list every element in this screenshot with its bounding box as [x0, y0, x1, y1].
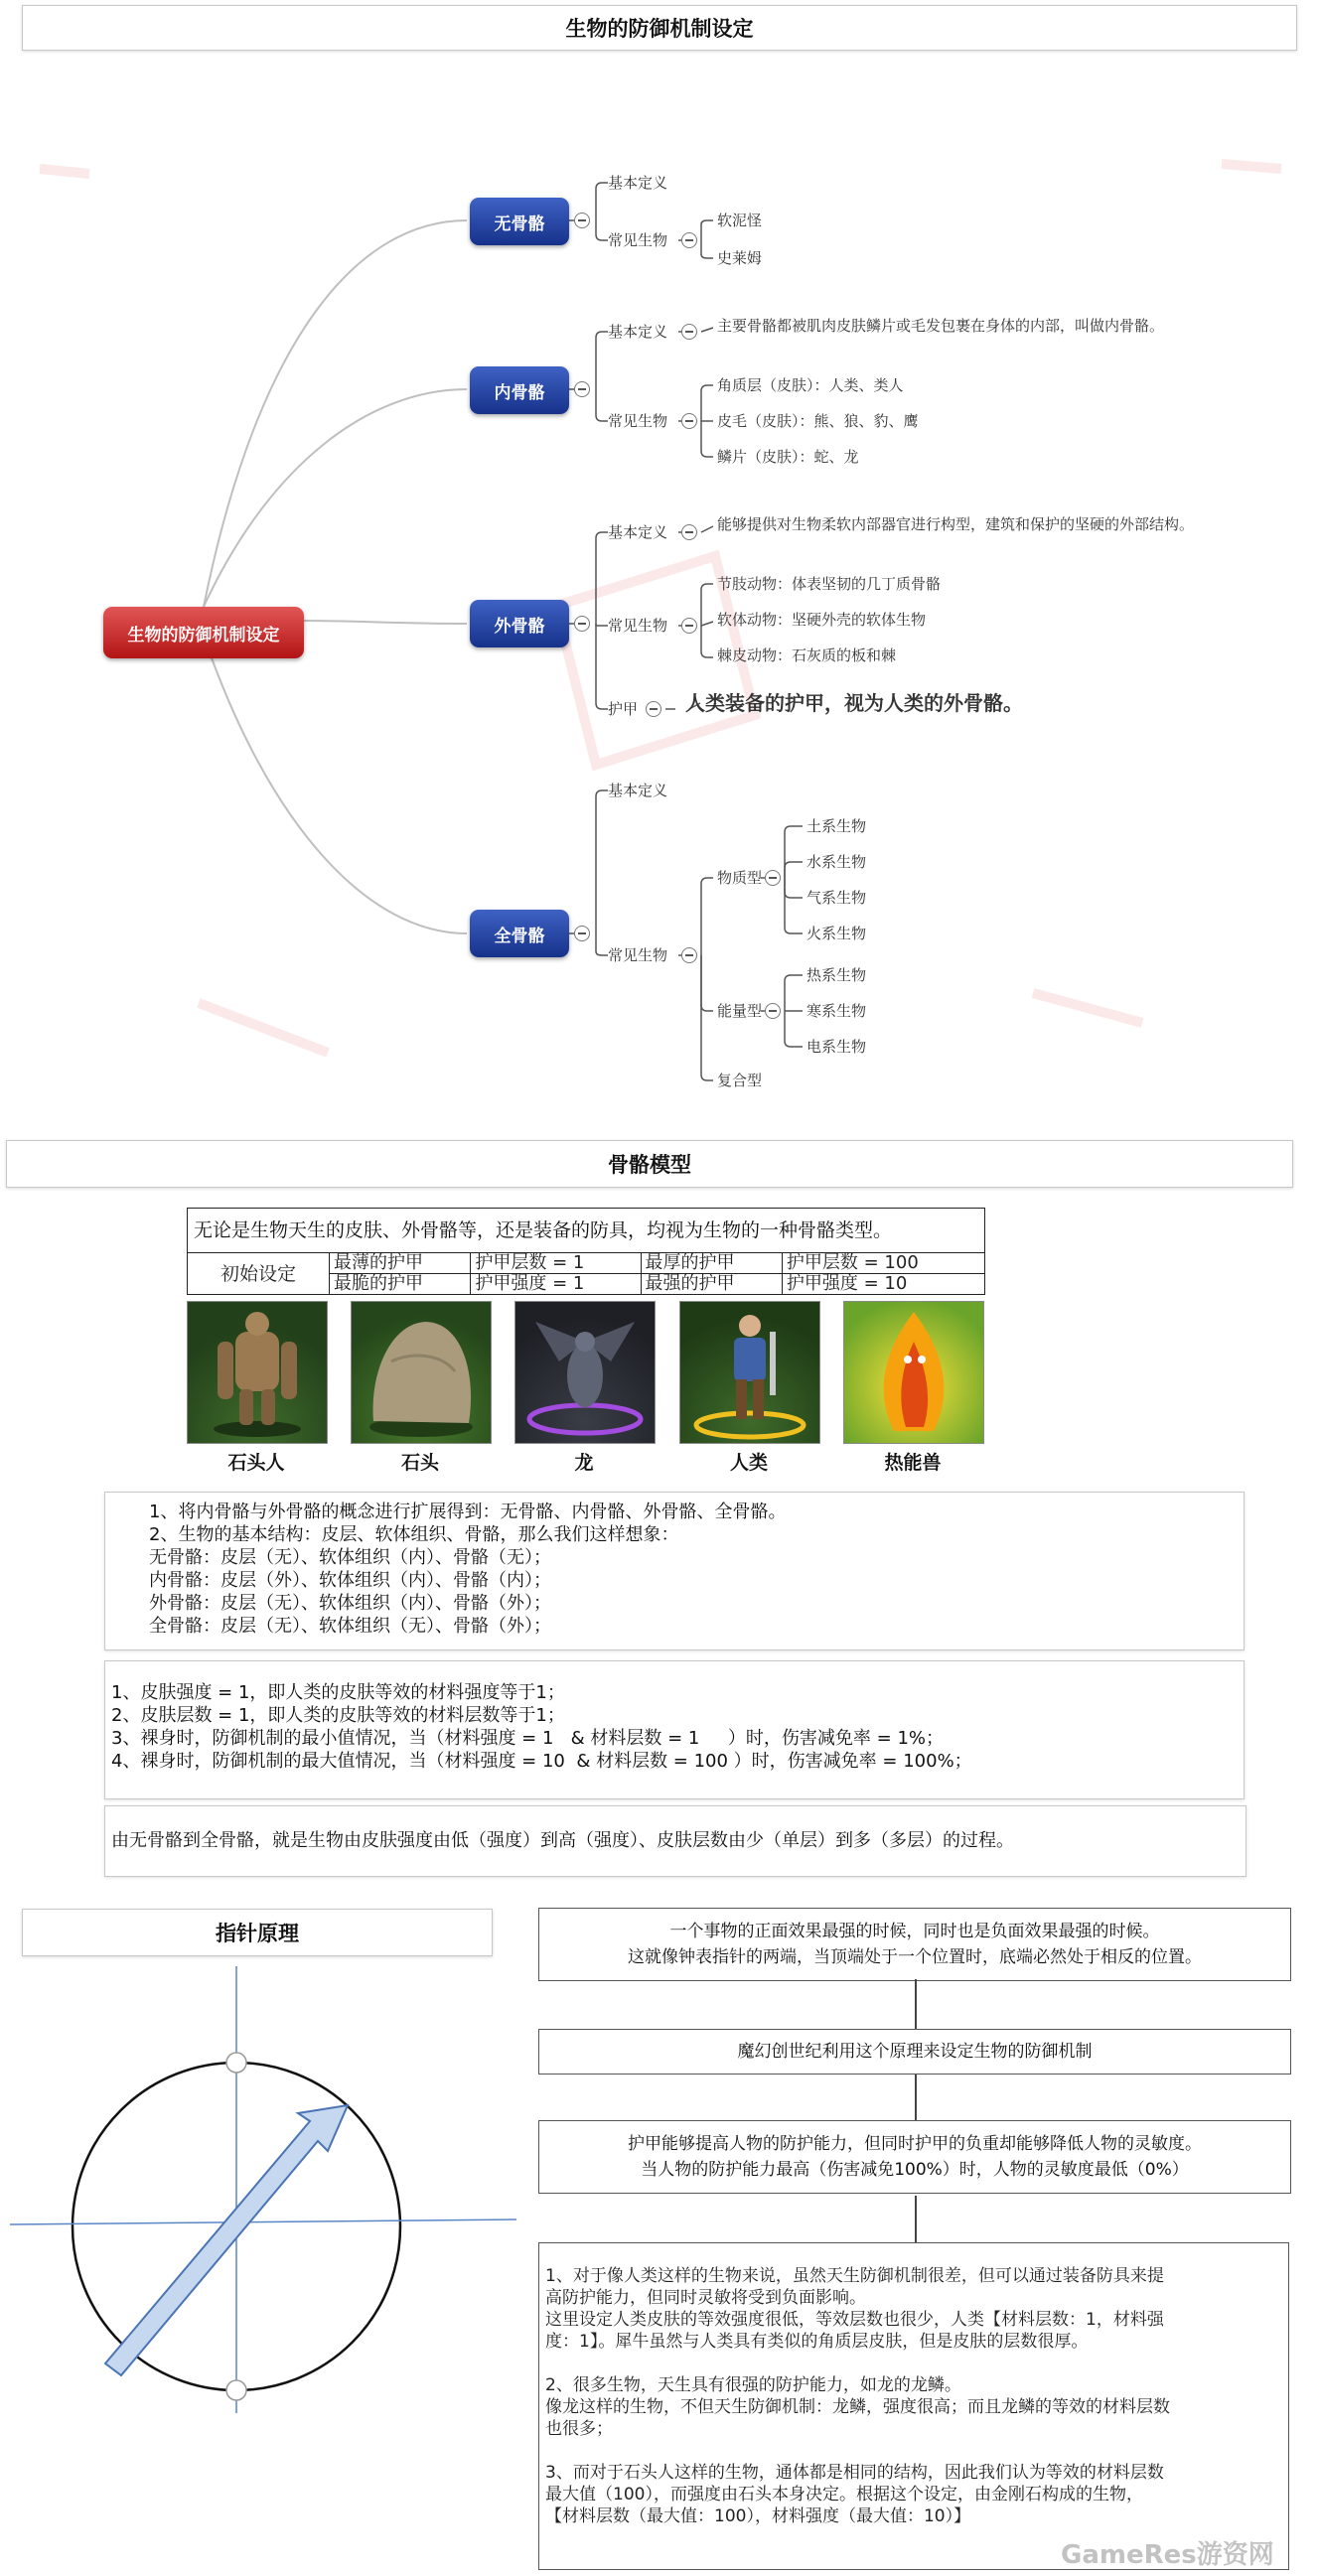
full-material-item: 气系生物: [806, 889, 867, 907]
full-material-item: 土系生物: [806, 817, 867, 835]
panel3-text: 由无骨骼到全骨骼，就是生物由皮肤强度由低（强度）到高（强度）、皮肤层数由少（单层）到多（多层）的过程。: [111, 1830, 1014, 1851]
collapse-toggle-none-common[interactable]: [681, 232, 697, 248]
panel1-line: 2、生物的基本结构：皮层、软体组织、骨骼，那么我们这样想象：: [149, 1524, 679, 1545]
bone-model-intro: 无论是生物天生的皮肤、外骨骼等，还是装备的防具，均视为生物的一种骨骼类型。: [187, 1208, 985, 1252]
collapse-toggle-full-common[interactable]: [681, 947, 697, 963]
weak-armor-value: 护甲强度 = 1: [471, 1274, 641, 1295]
creature-image-stone: [351, 1301, 492, 1444]
outer-armor-label: 护甲: [608, 700, 639, 718]
thick-armor-value: 护甲层数 = 100: [782, 1253, 984, 1274]
creature-image-heat-beast: [843, 1301, 984, 1444]
inner-common-label: 常见生物: [608, 412, 668, 430]
init-setting-label: 初始设定: [188, 1253, 330, 1295]
collapse-toggle-outer-def[interactable]: [681, 524, 697, 540]
creature-caption: 石头: [400, 1452, 439, 1474]
section2-title-bar: [6, 1140, 1293, 1188]
inner-common-item: 角质层（皮肤）：人类、类人: [717, 376, 904, 394]
root-node[interactable]: [103, 607, 304, 658]
collapse-toggle-full-material[interactable]: [765, 870, 781, 886]
full-def-label: 基本定义: [608, 782, 668, 799]
none-def-label: 基本定义: [608, 174, 668, 192]
section1-title: 生物的防御机制设定: [565, 17, 754, 41]
principle-box-3-line: 当人物的防护能力最高（伤害减免100%）时，人物的灵敏度最低（0%）: [641, 2160, 1189, 2180]
panel1-line: 1、将内骨骼与外骨骼的概念进行扩展得到：无骨骼、内骨骼、外骨骼、全骨骼。: [149, 1502, 787, 1522]
outer-common-label: 常见生物: [608, 617, 668, 635]
principle-box-1-line: 一个事物的正面效果最强的时候，同时也是负面效果最强的时候。: [669, 1922, 1160, 1941]
branch-node-full[interactable]: [470, 910, 569, 957]
outer-def-text: 能够提供对生物柔软内部器官进行构型，建筑和保护的坚硬的外部结构。: [717, 515, 1195, 533]
full-common-label: 常见生物: [608, 946, 668, 964]
branch-node-inner-label: 内骨骼: [494, 382, 545, 403]
panel1-line: 内骨骼：皮层（外）、软体组织（内）、骨骼（内）；: [149, 1570, 551, 1591]
principle-box-4-line: 1、对于像人类这样的生物来说，虽然天生防御机制很差，但可以通过装备防具来提: [545, 2266, 1164, 2286]
collapse-toggle-outer[interactable]: [574, 616, 590, 632]
principle-box-4-line: 2、很多生物，天生具有很强的防护能力，如龙的龙鳞。: [545, 2375, 961, 2395]
panel2-line: 1、皮肤强度 = 1，即人类的皮肤等效的材料强度等于1；: [111, 1682, 565, 1703]
principle-box-4-line: 这里设定人类皮肤的等效强度很低，等效层数也很少，人类【材料层数：1，材料强: [545, 2310, 1164, 2330]
principle-box-4-line: 高防护能力，但同时灵敏将受到负面影响。: [545, 2288, 866, 2308]
root-node-label: 生物的防御机制设定: [127, 625, 280, 645]
full-material-item: 水系生物: [806, 853, 867, 871]
full-energy-label: 能量型: [717, 1002, 763, 1020]
principle-box-4-line: 3、而对于石头人这样的生物，通体都是相同的结构，因此我们认为等效的材料层数: [545, 2463, 1164, 2483]
principle-box-3: [538, 2120, 1291, 2194]
creature-image-golem: [187, 1301, 328, 1444]
panel2-line: 3、裸身时，防御机制的最小值情况，当（材料强度 = 1 & 材料层数 = 1 ）时，伤害减免率 = 1%；: [111, 1728, 945, 1749]
collapse-toggle-inner-common[interactable]: [681, 413, 697, 429]
principle-box-4-line: [545, 2353, 1288, 2374]
none-common-item: 史莱姆: [717, 249, 763, 267]
full-energy-item: 热系生物: [806, 966, 867, 984]
inner-def-text: 主要骨骼都被肌肉皮肤鳞片或毛发包裹在身体的内部，叫做内骨骼。: [717, 317, 1165, 335]
principle-box-4: [538, 2242, 1289, 2570]
principle-box-1: [538, 1908, 1291, 1981]
branch-node-none[interactable]: [470, 198, 569, 245]
bone-model-table: [187, 1208, 985, 1295]
branch-node-outer-label: 外骨骼: [494, 616, 545, 637]
inner-common-item: 皮毛（皮肤）：熊、狼、豹、鹰: [717, 412, 919, 430]
principle-box-3-line: 护甲能够提高人物的防护能力，但同时护甲的负重却能够降低人物的灵敏度。: [628, 2134, 1202, 2154]
panel2-line: 4、裸身时，防御机制的最大值情况，当（材料强度 = 10 & 材料层数 = 100 ）时，伤害减免率 = 100%；: [111, 1751, 972, 1772]
creature-caption: 石头人: [227, 1452, 285, 1474]
skin-parameters-panel: [104, 1660, 1245, 1799]
principle-box-4-line: 也很多；: [545, 2419, 613, 2439]
collapse-toggle-none[interactable]: [574, 213, 590, 228]
principle-box-1-line: 这就像钟表指针的两端，当顶端处于一个位置时，底端必然处于相反的位置。: [628, 1947, 1202, 1967]
full-material-label: 物质型: [717, 869, 763, 887]
full-material-item: 火系生物: [806, 925, 867, 942]
branch-node-full-label: 全骨骼: [494, 926, 545, 946]
creature-image-human: [679, 1301, 820, 1444]
thin-armor-value: 护甲层数 = 1: [471, 1253, 641, 1274]
collapse-toggle-outer-armor[interactable]: [646, 701, 661, 717]
outer-common-item: 棘皮动物：石灰质的板和棘: [717, 646, 897, 664]
thin-armor-label: 最薄的护甲: [330, 1253, 471, 1274]
section2-title: 骨骼模型: [608, 1153, 691, 1177]
panel1-line: 外骨骼：皮层（无）、软体组织（内）、骨骼（外）；: [149, 1593, 551, 1614]
thick-armor-label: 最厚的护甲: [641, 1253, 782, 1274]
skeleton-concept-panel: [104, 1492, 1245, 1650]
principle-box-2-text: 魔幻创世纪利用这个原理来设定生物的防御机制: [737, 2042, 1093, 2062]
creature-caption: 人类: [729, 1452, 768, 1474]
principle-box-2: [538, 2029, 1291, 2075]
branch-node-none-label: 无骨骼: [494, 214, 545, 234]
principle-box-4-line: 像龙这样的生物，不但天生防御机制：龙鳞，强度很高；而且龙鳞的等效的材料层数: [545, 2397, 1170, 2417]
collapse-toggle-inner-def[interactable]: [681, 324, 697, 340]
watermark: GameRes游资网: [1061, 2540, 1274, 2570]
principle-box-4-line: [545, 2440, 1288, 2462]
outer-def-label: 基本定义: [608, 523, 668, 541]
branch-node-inner[interactable]: [470, 366, 569, 414]
full-compound-label: 复合型: [717, 1072, 763, 1089]
creature-image-dragon: [514, 1301, 656, 1444]
principle-box-4-line: 度：1】。犀牛虽然与人类具有类似的角质层皮肤，但是皮肤的层数很厚。: [545, 2332, 1089, 2352]
strong-armor-label: 最强的护甲: [641, 1274, 782, 1295]
full-energy-item: 电系生物: [806, 1038, 867, 1056]
creature-caption: 龙: [574, 1452, 594, 1474]
pointer-diagram: [0, 1946, 556, 2423]
outer-common-item: 软体动物：坚硬外壳的软体生物: [717, 611, 927, 629]
collapse-toggle-outer-common[interactable]: [681, 618, 697, 634]
strong-armor-value: 护甲强度 = 10: [782, 1274, 984, 1295]
collapse-toggle-full-energy[interactable]: [765, 1003, 781, 1019]
outer-armor-text: 人类装备的护甲，视为人类的外骨骼。: [685, 691, 1023, 715]
collapse-toggle-full[interactable]: [574, 926, 590, 941]
branch-node-outer[interactable]: [470, 600, 569, 647]
weak-armor-label: 最脆的护甲: [330, 1274, 471, 1295]
creature-caption: 热能兽: [884, 1452, 942, 1474]
outer-common-item: 节肢动物：体表坚韧的几丁质骨骼: [717, 575, 942, 593]
panel1-line: 无骨骼：皮层（无）、软体组织（内）、骨骼（无）；: [149, 1547, 551, 1568]
inner-def-label: 基本定义: [608, 323, 668, 341]
principle-box-4-line: 【材料层数（最大值：100），材料强度（最大值：10）】: [545, 2506, 971, 2526]
none-common-item: 软泥怪: [717, 212, 763, 229]
progression-panel: [104, 1805, 1246, 1877]
panel2-line: 2、皮肤层数 = 1，即人类的皮肤等效的材料层数等于1；: [111, 1705, 565, 1726]
section3-title: 指针原理: [216, 1922, 299, 1945]
full-energy-item: 寒系生物: [806, 1002, 867, 1020]
principle-box-4-line: 最大值（100），而强度由石头本身决定。根据这个设定，由金刚石构成的生物，: [545, 2485, 1143, 2504]
collapse-toggle-inner[interactable]: [574, 381, 590, 397]
inner-common-item: 鳞片（皮肤）：蛇、龙: [717, 448, 859, 466]
panel1-line: 全骨骼：皮层（无）、软体组织（无）、骨骼（外）；: [149, 1616, 551, 1637]
none-common-label: 常见生物: [608, 231, 668, 249]
